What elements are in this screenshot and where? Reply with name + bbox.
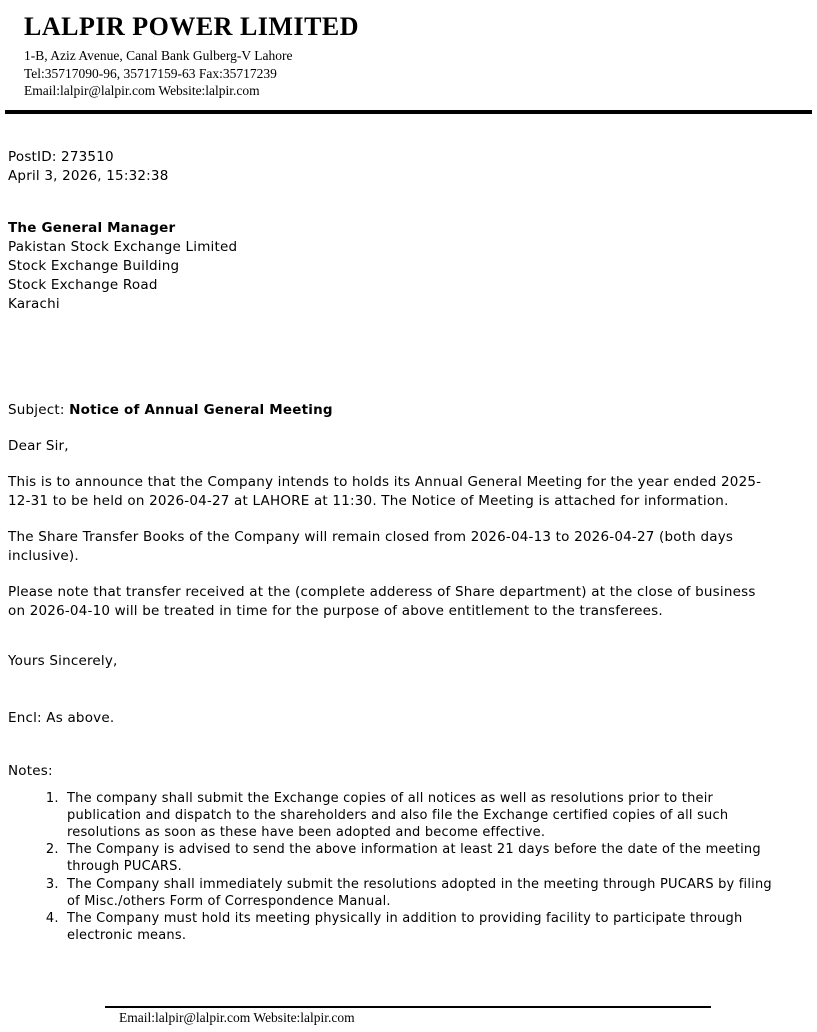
- meta-block: [8, 148, 797, 186]
- subject-line: [8, 401, 797, 420]
- company-email-website: Email:lalpir@lalpir.com Website:lalpir.com: [24, 83, 260, 98]
- recipient-block: [8, 219, 797, 314]
- company-name: LALPIR POWER LIMITED: [24, 12, 360, 41]
- footer-email-website: Email:lalpir@lalpir.com Website:lalpir.com: [119, 1010, 355, 1025]
- date-time: April 3, 2026, 15:32:38: [8, 167, 169, 184]
- note-item: 2. The Company is advised to send the above information at least 21 days before the date of the meeting through PUCARS.: [63, 841, 788, 875]
- letterhead: [0, 0, 817, 100]
- paragraph-announcement: This is to announce that the Company intends to holds its Annual General Meeting for the year ended 2025-12-31 to be held on 2026-04-27 at LAHORE at 11:30. The Notice of Meeting is attached for information.: [8, 473, 762, 509]
- page-footer: [105, 1006, 711, 1026]
- recipient-address-line2: Stock Exchange Road: [8, 276, 158, 293]
- post-id: PostID: 273510: [8, 148, 114, 165]
- subject-label: Subject:: [8, 401, 70, 418]
- notes-heading: Notes:: [8, 762, 53, 779]
- recipient-city: Karachi: [8, 295, 60, 312]
- recipient-organization: Pakistan Stock Exchange Limited: [8, 238, 238, 255]
- note-item: 1. The company shall submit the Exchange copies of all notices as well as resolutions prior to their publication and dispatch to the shareholders and also file the Exchange certified copies of all such resolutions as soon as these have been adopted and become effective.: [63, 790, 788, 841]
- salutation: Dear Sir,: [8, 437, 69, 454]
- letter-content: [0, 148, 817, 945]
- enclosure: Encl: As above.: [8, 709, 115, 726]
- subject-title: Notice of Annual General Meeting: [69, 401, 333, 418]
- notes-list: [63, 790, 788, 945]
- note-item: 4. The Company must hold its meeting physically in addition to providing facility to participate through electronic means.: [63, 910, 788, 944]
- company-phone-fax: Tel:35717090-96, 35717159-63 Fax:35717239: [24, 65, 277, 81]
- paragraph-share-transfer: The Share Transfer Books of the Company will remain closed from 2026-04-13 to 2026-04-27 (both days inclusive).: [8, 528, 734, 564]
- paragraph-transfer-deadline: Please note that transfer received at the (complete adderess of Share department) at the close of business on 2026-04-10 will be treated in time for the purpose of above entitlement to the transferees.: [8, 583, 756, 619]
- closing: Yours Sincerely,: [8, 652, 118, 669]
- recipient-address-line1: Stock Exchange Building: [8, 257, 180, 274]
- note-item: 3. The Company shall immediately submit the resolutions adopted in the meeting through PUCARS by filing of Misc./others Form of Correspondence Manual.: [63, 876, 788, 910]
- header-divider: [5, 110, 812, 114]
- recipient-title: The General Manager: [8, 219, 176, 236]
- company-address: 1-B, Aziz Avenue, Canal Bank Gulberg-V Lahore: [24, 48, 293, 63]
